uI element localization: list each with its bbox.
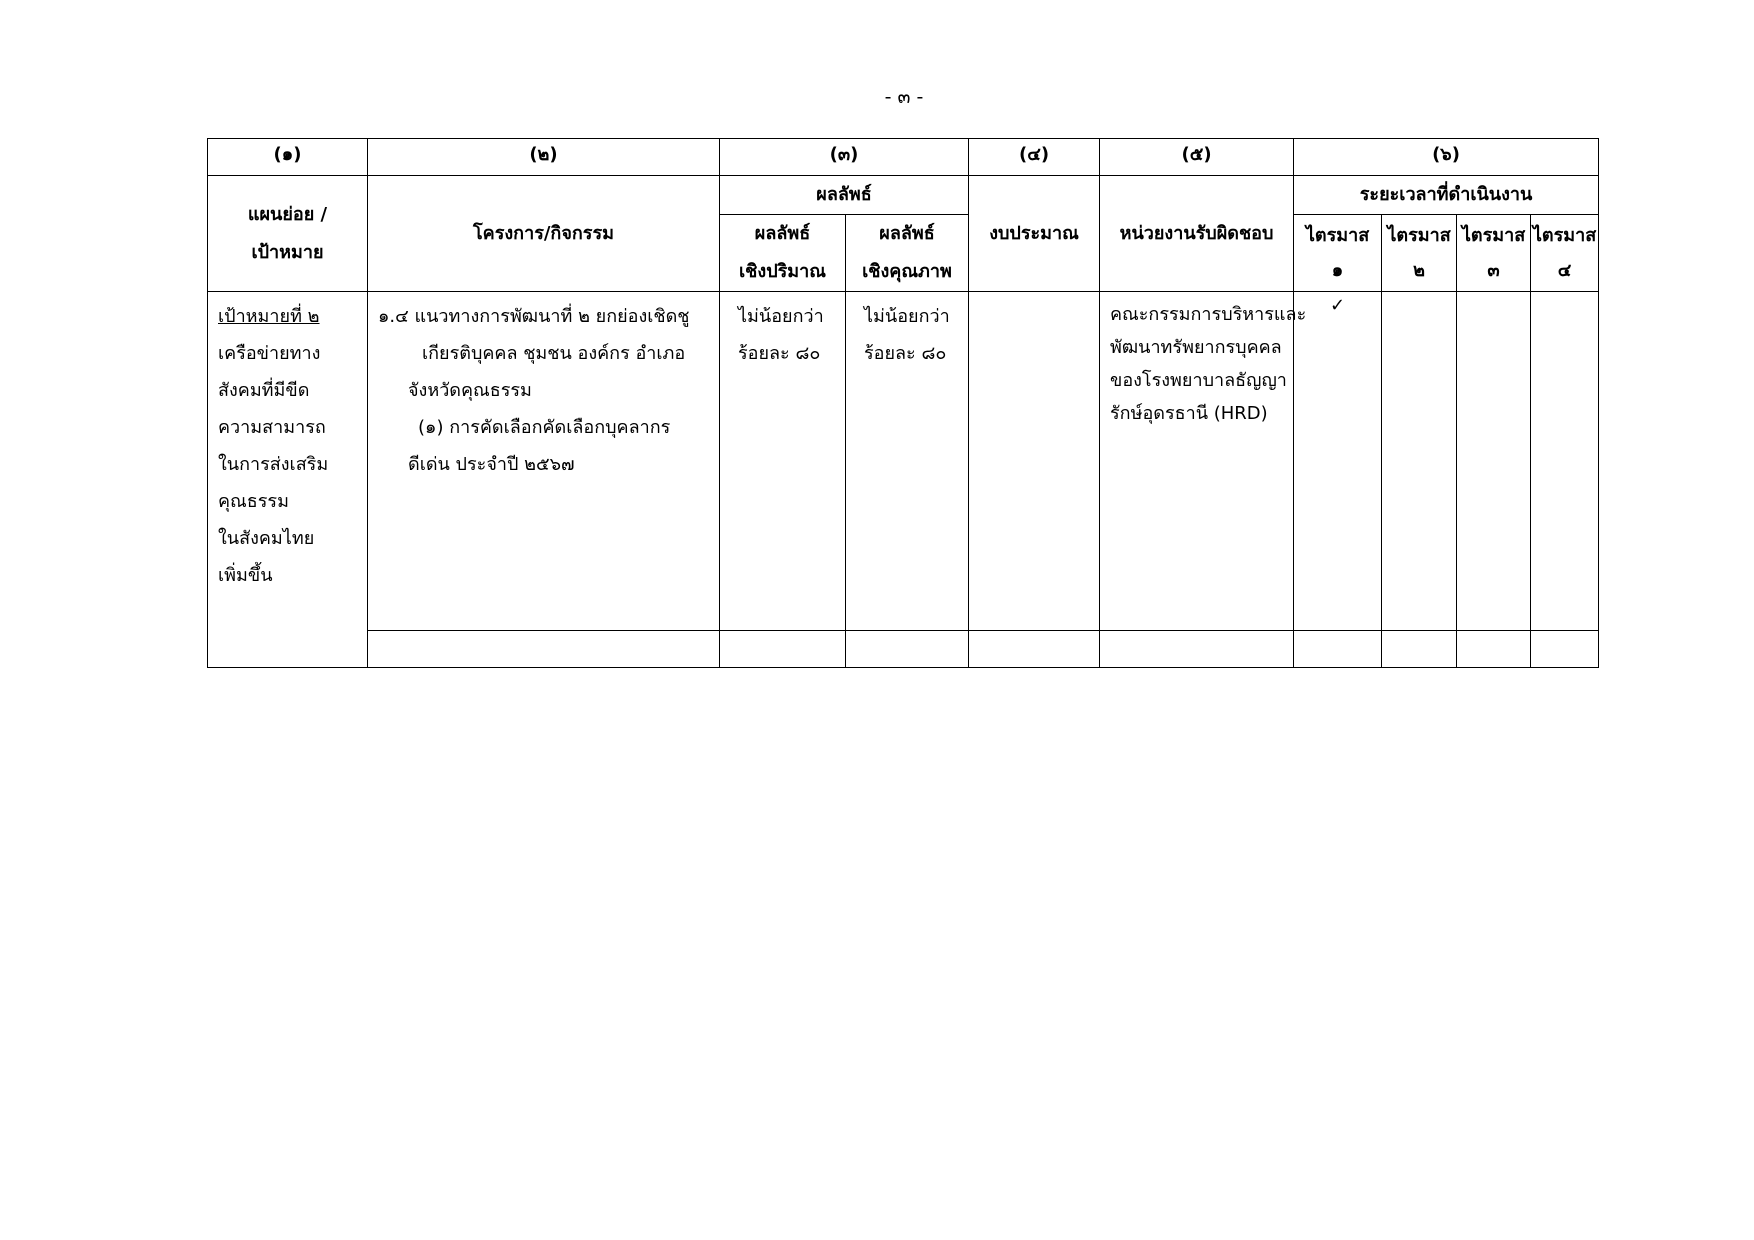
responsible-unit-line: พัฒนาทรัพยากรบุคคล <box>1110 337 1282 358</box>
column-number-3: (๓) <box>720 139 969 176</box>
checkmark-icon: ✓ <box>1329 295 1346 316</box>
goal-line: ความสามารถ <box>218 417 326 438</box>
header-quarter-1-number: ๑ <box>1331 260 1344 281</box>
header-quarter-2-number: ๒ <box>1413 260 1425 281</box>
activity-line: ๑.๔ แนวทางการพัฒนาที่ ๒ ยกย่องเชิดชู <box>378 306 690 327</box>
plan-table <box>207 138 1599 668</box>
blank-row <box>208 631 1599 668</box>
goal-cell <box>208 292 368 668</box>
blank-cell <box>846 631 969 668</box>
header-plan-goal <box>208 176 368 292</box>
header-outcome-quantity-line2: เชิงปริมาณ <box>739 261 826 282</box>
responsible-unit-line: รักษ์อุดรธานี (HRD) <box>1110 403 1268 424</box>
activity-line: ดีเด่น ประจำปี ๒๕๖๗ <box>408 454 575 475</box>
quarter-3-cell <box>1457 292 1531 631</box>
responsible-unit-cell <box>1100 292 1307 631</box>
header-responsible-unit: หน่วยงานรับผิดชอบ <box>1100 176 1294 292</box>
header-quarter-3 <box>1457 215 1531 292</box>
blank-cell <box>368 631 720 668</box>
header-outcome: ผลลัพธ์ <box>720 176 969 215</box>
activity-cell <box>368 292 720 631</box>
blank-cell <box>1294 631 1382 668</box>
blank-cell <box>969 631 1100 668</box>
outcome-quality-cell <box>846 292 969 631</box>
budget-cell <box>969 292 1100 631</box>
header-quarter-4-number: ๔ <box>1557 260 1572 281</box>
column-number-2: (๒) <box>368 139 720 176</box>
table-row <box>208 292 1599 631</box>
header-quarter-1 <box>1294 215 1382 292</box>
goal-line: ในการส่งเสริม <box>218 454 329 475</box>
header-quarter-3-number: ๓ <box>1487 260 1500 281</box>
page-number: - ๓ - <box>884 86 924 108</box>
column-number-5: (๕) <box>1100 139 1294 176</box>
header-plan-goal-line2: เป้าหมาย <box>251 241 324 263</box>
activity-line: (๑) การคัดเลือกคัดเลือกบุคลากร <box>418 417 671 438</box>
header-budget: งบประมาณ <box>969 176 1100 292</box>
goal-line: สังคมที่มีขีด <box>218 380 310 401</box>
blank-cell <box>1100 631 1294 668</box>
header-quarter-2 <box>1382 215 1457 292</box>
quarter-2-cell <box>1382 292 1457 631</box>
outcome-quantity-line: ร้อยละ ๘๐ <box>738 343 821 364</box>
column-number-4: (๔) <box>969 139 1100 176</box>
responsible-unit-line: คณะกรรมการบริหารและ <box>1110 304 1307 325</box>
goal-line: ในสังคมไทย <box>218 528 315 549</box>
outcome-quantity-cell <box>720 292 846 631</box>
outcome-quality-line: ไม่น้อยกว่า <box>864 306 950 327</box>
header-outcome-quality-line1: ผลลัพธ์ <box>879 223 935 244</box>
column-number-row <box>208 139 1599 176</box>
header-timeframe: ระยะเวลาที่ดำเนินงาน <box>1294 176 1599 215</box>
header-row-1 <box>208 176 1599 215</box>
quarter-1-cell <box>1294 292 1382 631</box>
blank-cell <box>1382 631 1457 668</box>
activity-line: เกียรติบุคคล ชุมชน องค์กร อำเภอ <box>422 343 686 364</box>
header-quarter-4 <box>1531 215 1599 292</box>
header-quarter-4-label: ไตรมาส <box>1532 225 1597 246</box>
header-outcome-quality <box>846 215 969 292</box>
header-quarter-2-label: ไตรมาส <box>1387 225 1451 246</box>
column-number-6: (๖) <box>1294 139 1599 176</box>
header-quarter-3-label: ไตรมาส <box>1461 225 1526 246</box>
outcome-quantity-line: ไม่น้อยกว่า <box>738 306 824 327</box>
goal-line: เพิ่มขึ้น <box>218 565 273 586</box>
header-project-activity: โครงการ/กิจกรรม <box>368 176 720 292</box>
blank-cell <box>720 631 846 668</box>
responsible-unit-line: ของโรงพยาบาลธัญญา <box>1110 370 1287 391</box>
header-outcome-quantity <box>720 215 846 292</box>
header-outcome-quality-line2: เชิงคุณภาพ <box>862 261 952 282</box>
blank-cell <box>1531 631 1599 668</box>
blank-cell <box>1457 631 1531 668</box>
activity-line: จังหวัดคุณธรรม <box>408 380 532 401</box>
header-outcome-quantity-line1: ผลลัพธ์ <box>754 223 811 244</box>
quarter-4-cell <box>1531 292 1599 631</box>
header-plan-goal-line1: แผนย่อย / <box>247 203 328 225</box>
outcome-quality-line: ร้อยละ ๘๐ <box>864 343 947 364</box>
header-quarter-1-label: ไตรมาส <box>1305 225 1370 246</box>
goal-line: เครือข่ายทาง <box>218 343 321 364</box>
column-number-1: (๑) <box>208 139 368 176</box>
goal-title: เป้าหมายที่ ๒ <box>218 306 320 327</box>
goal-line: คุณธรรม <box>218 491 289 512</box>
